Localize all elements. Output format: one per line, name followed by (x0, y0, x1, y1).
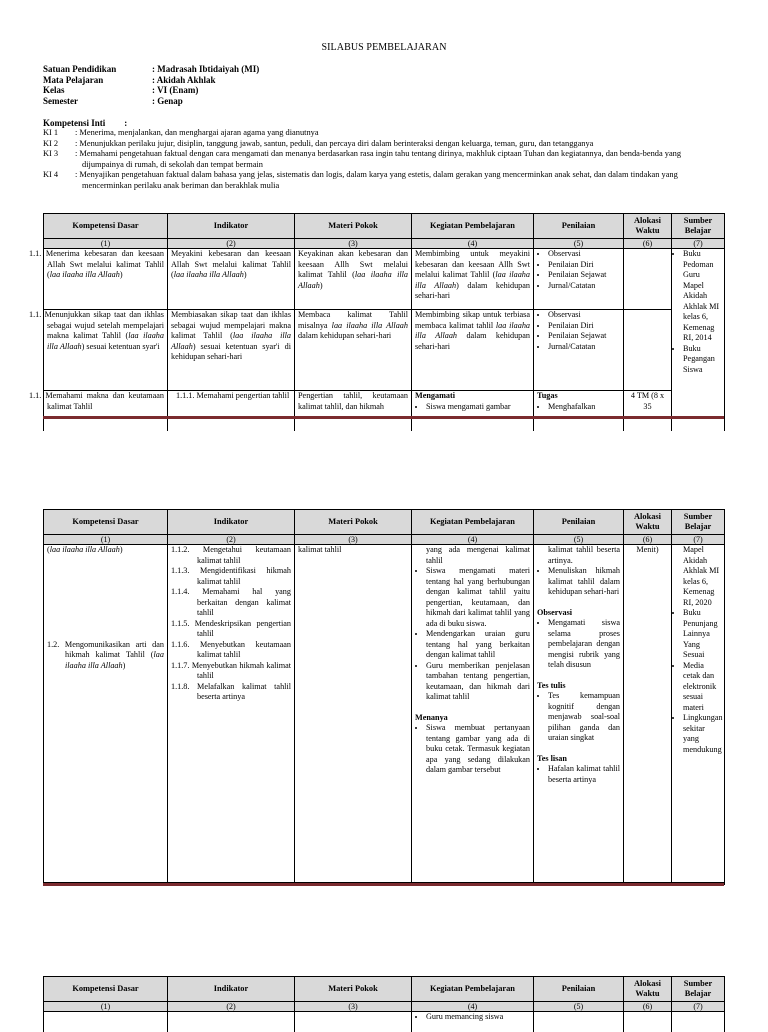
identity-row: Kelas : VI (Enam) (43, 85, 199, 95)
alokasi-cell: Menit) (624, 545, 672, 885)
identity-row: Satuan Pendidikan : Madrasah Ibtidaiyah (MI) (43, 64, 260, 74)
header-kegiatan: Kegiatan Pembelajaran (412, 214, 534, 239)
header-penilaian: Penilaian (534, 214, 624, 239)
header-sumber-belajar: Sumber Belajar (672, 510, 725, 535)
indikator-cell: 1.1.1. Memahami pengertian tahlil (168, 391, 295, 431)
page-break-bar (43, 416, 724, 419)
ki-item: KI 4 : Menyajikan pengetahuan faktual dalam bahasa yang jelas, sistematis dan logis, dalam karya yang estetis, dalam gerakan yang mencerminkan anak sehat, dan dalam tindakan yang mencerminkan perilaku anak beriman dan berakhlak mulia (43, 170, 678, 190)
materi-cell: Keyakinan akan kebesaran dan keesaan Allh Swt melalui kalimat Tahlil (laa ilaaha illa Allaah) (295, 249, 412, 310)
header-kompetensi-dasar: Kompetensi Dasar (44, 214, 168, 239)
materi-cell: Pengertian tahlil, keutamaan kalimat tahlil, dan hikmah (295, 391, 412, 431)
page-break-bar (43, 883, 724, 886)
sumber-cell: Mapel Akidah Akhlak MI kelas 6, Kemenag RI, 2020 • Buku Penunjang Lainnya Yang Sesuai • Media cetak dan elektronik sesuai materi • Lingkungan sekitar yang mendukung (672, 545, 725, 885)
header-materi-pokok: Materi Pokok (295, 977, 412, 1002)
header-penilaian: Penilaian (534, 977, 624, 1002)
identity-row: Mata Pelajaran : Akidah Akhlak (43, 74, 216, 85)
header-sumber-belajar: Sumber Belajar (672, 214, 725, 239)
kegiatan-cell: Membimbing untuk meyakini kebesaran dan keesaan Allh Swt melalui kalimat Tahlil (laa ilaaha illa Allaah) dalam kehidupan sehari-hari (412, 249, 534, 310)
kegiatan-cell: • Guru memancing siswa (412, 1012, 534, 1032)
column-number-row: (1) (2) (3) (4) (5) (6) (7) (44, 239, 725, 249)
header-kegiatan: Kegiatan Pembelajaran (412, 510, 534, 535)
table-row (44, 249, 725, 310)
alokasi-cell (624, 310, 672, 391)
penilaian-cell: • Observasi • Penilaian Diri • Penilaian Sejawat • Jurnal/Catatan (534, 249, 624, 310)
header-kompetensi-dasar: Kompetensi Dasar (44, 510, 168, 535)
table-header-row (44, 510, 725, 535)
header-penilaian: Penilaian (534, 510, 624, 535)
identity-row: Semester : Genap (43, 95, 183, 106)
alokasi-cell (624, 249, 672, 310)
kegiatan-cell: Membimbing sikap untuk terbiasa membaca kalimat tahlil laa ilaaha illa Allaah dalam kehidupan sehari-hari (412, 310, 534, 391)
table-header-row (44, 214, 725, 239)
table-row (44, 545, 725, 885)
kd-cell: 1.1. Memahami makna dan keutamaan kalimat Tahlil (44, 391, 168, 431)
header-indikator: Indikator (168, 510, 295, 535)
kegiatan-cell: Mengamati • Siswa mengamati gambar (412, 391, 534, 431)
ki-heading: Kompetensi Inti : (43, 118, 128, 128)
page-title: SILABUS PEMBELAJARAN (321, 42, 447, 53)
indikator-cell: Meyakini kebesaran dan keesaan Allah Swt melalui kalimat Tahlil (laa ilaaha illa Allaah) (168, 249, 295, 310)
syllabus-table-page-2 (43, 509, 724, 883)
header-sumber-belajar: Sumber Belajar (672, 977, 725, 1002)
header-kompetensi-dasar: Kompetensi Dasar (44, 977, 168, 1002)
ki-item: KI 1 : Menerima, menjalankan, dan menghargai ajaran agama yang dianutnya (43, 128, 319, 137)
syllabus-table-page-1 (29, 213, 724, 416)
table-row (44, 310, 725, 391)
alokasi-cell: 4 TM (8 x 35 (624, 391, 672, 431)
penilaian-cell: kalimat tahlil beserta artinya. • Menuliskan hikmah kalimat tahlil dalam kehidupan sehari-hari Observasi • Mengamati siswa selama proses pembelajaran dengan mengisi rubrik yang telah disusun Tes tulis • Tes kemampuan kognitif dengan menjawab soal-soal pilihan ganda dan uraian singkat Tes lisan • Hafalan kalimat tahlil beserta artinya (534, 545, 624, 885)
header-indikator: Indikator (168, 977, 295, 1002)
materi-cell: Membaca kalimat Tahlil misalnya laa ilaaha illa Allaah dalam kehidupan sehari-hari (295, 310, 412, 391)
column-number-row: (1) (2) (3) (4) (5) (6) (7) (44, 1002, 725, 1012)
header-alokasi-waktu: Alokasi Waktu (624, 214, 672, 239)
header-materi-pokok: Materi Pokok (295, 214, 412, 239)
syllabus-table-page-3 (43, 976, 724, 1024)
table-row (44, 391, 725, 431)
ki-item: KI 3 : Memahami pengetahuan faktual dengan cara mengamati dan menanya berdasarkan rasa ingin tahu tentang dirinya, makhluk ciptaan Tuhan dan kegiatannya, dan benda-benda yang dijumpainya di rumah, di sekolah dan tempat bermain (43, 149, 682, 169)
indikator-cell: Membiasakan sikap taat dan ikhlas sebagai wujud mempelajari makna kalimat Tahlil (laa ilaaha illa Allaah) sesuai ketentuan syar'i di kehidupan sehari-hari (168, 310, 295, 391)
header-indikator: Indikator (168, 214, 295, 239)
table-row (44, 1012, 725, 1032)
header-alokasi-waktu: Alokasi Waktu (624, 977, 672, 1002)
header-alokasi-waktu: Alokasi Waktu (624, 510, 672, 535)
kd-cell: (laa ilaaha illa Allaah) 1.2. Mengomunikasikan arti dan hikmah kalimat Tahlil (laa ilaaha illa Allaah) (44, 545, 168, 885)
sumber-cell: • Buku Pedoman Guru Mapel Akidah Akhlak MI kelas 6, Kemenag RI, 2014 • Buku Pegangan Siswa (672, 249, 725, 431)
table-header-row (44, 977, 725, 1002)
penilaian-cell: • Observasi • Penilaian Diri • Penilaian Sejawat • Jurnal/Catatan (534, 310, 624, 391)
penilaian-cell: Tugas • Menghafalkan (534, 391, 624, 431)
header-kegiatan: Kegiatan Pembelajaran (412, 977, 534, 1002)
ki-item: KI 2 : Menunjukkan perilaku jujur, disiplin, tanggung jawab, santun, peduli, dan percaya diri dalam berinteraksi dengan keluarga, teman, guru, dan tetangganya (43, 138, 594, 148)
column-number-row: (1) (2) (3) (4) (5) (6) (7) (44, 535, 725, 545)
identity-block (43, 64, 259, 106)
kd-cell: 1.1. Menunjukkan sikap taat dan ikhlas sebagai wujud setelah mempelajari makna kalimat Tahlil (laa ilaaha illa Allaah) sesuai ketentuan syar'i (44, 310, 168, 391)
indikator-cell: 1.1.2. Mengetahui keutamaan kalimat tahlil 1.1.3. Mengidentifikasi hikmah kalimat tahlil 1.1.4. Memahami hal yang berkaitan dengan kalimat tahlil 1.1.5. Mendeskripsikan pengertian tahlil 1.1.6. Menyebutkan keutamaan kalimat tahlil 1.1.7. Menyebutkan hikmah kalimat tahlil 1.1.8. Melafalkan kalimat tahlil beserta artinya (168, 545, 295, 885)
kd-cell: 1.1. Menerima kebesaran dan keesaan Allah Swt melalui kalimat Tahlil (laa ilaaha illa Allaah) (44, 249, 168, 310)
materi-cell: kalimat tahlil (295, 545, 412, 885)
header-materi-pokok: Materi Pokok (295, 510, 412, 535)
kegiatan-cell: yang ada mengenai kalimat tahlil • Siswa mengamati materi tentang hal yang berhubungan dengan kalimat tahlil yaitu pengertian, keutamaan, dan hikmah dari kalimat tahlil yang ada di buku siswa. • Mendengarkan uraian guru tentang hal yang berkaitan dengan kalimat tahlil • Guru memberikan penjelasan tambahan tentang pengertian, keutamaan, dan hikmah dari kalimat tahlil Menanya • Siswa membuat pertanyaan tentang gambar yang ada di buku cetak. Termasuk kegiatan apa yang sedang dilakukan dalam gambar tersebut (412, 545, 534, 885)
ki-list (43, 128, 723, 191)
